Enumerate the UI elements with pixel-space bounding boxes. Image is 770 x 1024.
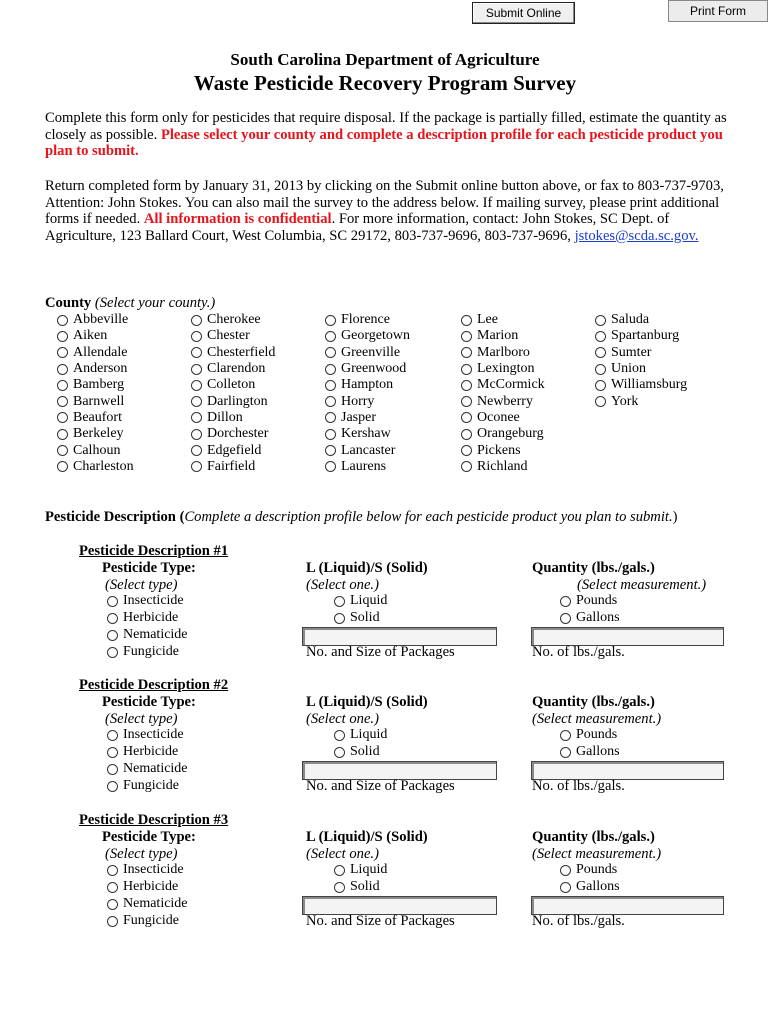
packages-label: No. and Size of Packages	[306, 644, 455, 660]
option-label: Liquid	[350, 862, 388, 878]
option-label: Nematicide	[123, 896, 188, 912]
option-label: Laurens	[341, 458, 387, 474]
radio-button-icon[interactable]	[325, 461, 336, 472]
measure-radio-pounds[interactable]	[560, 593, 620, 610]
radio-button-icon[interactable]	[191, 461, 202, 472]
option-label: Greenville	[341, 344, 401, 360]
option-label: Union	[611, 361, 646, 377]
county-radio-georgetown[interactable]	[325, 328, 410, 344]
pesticide-description-hint: Complete a description profile below for each pesticide product you plan to submit.	[184, 509, 673, 525]
option-label: Edgefield	[207, 442, 262, 458]
type-radio-fungicide[interactable]	[107, 778, 188, 795]
packages-label: No. and Size of Packages	[306, 913, 455, 929]
radio-button-icon[interactable]	[107, 647, 118, 658]
liquid-solid-hint: (Select one.)	[306, 846, 379, 862]
option-label: Spartanburg	[611, 328, 680, 344]
radio-button-icon[interactable]	[191, 364, 202, 375]
county-radio-mccormick[interactable]	[461, 377, 545, 393]
radio-button-icon[interactable]	[191, 315, 202, 326]
liquid-solid-label: L (Liquid)/S (Solid)	[306, 560, 428, 576]
pesticide-type-hint: (Select type)	[105, 711, 178, 727]
option-label: Gallons	[576, 879, 620, 895]
radio-button-icon[interactable]	[191, 396, 202, 407]
radio-button-icon[interactable]	[595, 380, 606, 391]
county-radio-florence[interactable]	[325, 312, 410, 328]
option-label: Solid	[350, 610, 380, 626]
county-radio-anderson[interactable]	[57, 361, 134, 377]
option-label: Herbicide	[123, 744, 179, 760]
measure-radio-gallons[interactable]	[560, 610, 620, 627]
radio-button-icon[interactable]	[57, 396, 68, 407]
measure-radio-pounds[interactable]	[560, 862, 620, 879]
radio-button-icon[interactable]	[107, 781, 118, 792]
type-radio-insecticide[interactable]	[107, 862, 188, 879]
radio-button-icon[interactable]	[325, 380, 336, 391]
pesticide-type-hint: (Select type)	[105, 846, 178, 862]
option-label: Liquid	[350, 727, 388, 743]
radio-button-icon[interactable]	[325, 364, 336, 375]
county-radio-barnwell[interactable]	[57, 393, 134, 409]
radio-button-icon[interactable]	[334, 747, 345, 758]
description-title: Pesticide Description #2	[79, 677, 229, 693]
county-radio-chesterfield[interactable]	[191, 345, 275, 361]
county-column	[325, 312, 410, 475]
radio-button-icon[interactable]	[461, 396, 472, 407]
submit-online-button[interactable]: Submit Online	[472, 2, 575, 24]
quantity-options	[560, 862, 620, 896]
radio-button-icon[interactable]	[191, 380, 202, 391]
county-radio-colleton[interactable]	[191, 377, 275, 393]
county-radio-abbeville[interactable]	[57, 312, 134, 328]
radio-button-icon[interactable]	[107, 899, 118, 910]
radio-button-icon[interactable]	[57, 315, 68, 326]
form-title: Waste Pesticide Recovery Program Survey	[193, 71, 577, 95]
option-label: Gallons	[576, 610, 620, 626]
option-label: Liquid	[350, 593, 388, 609]
type-radio-nematicide[interactable]	[107, 627, 188, 644]
option-label: Insecticide	[123, 727, 184, 743]
form-radio-liquid[interactable]	[334, 862, 387, 879]
radio-button-icon[interactable]	[461, 461, 472, 472]
radio-button-icon[interactable]	[325, 315, 336, 326]
option-label: Cherokee	[207, 312, 261, 328]
option-label: Saluda	[611, 312, 650, 328]
option-label: Florence	[341, 312, 390, 328]
type-radio-herbicide[interactable]	[107, 744, 188, 761]
option-label: Greenwood	[341, 361, 407, 377]
pesticide-description-label: Pesticide Description	[45, 509, 176, 525]
radio-button-icon[interactable]	[461, 331, 472, 342]
option-label: Newberry	[477, 393, 533, 409]
option-label: Fungicide	[123, 913, 179, 929]
radio-button-icon[interactable]	[107, 916, 118, 927]
county-radio-clarendon[interactable]	[191, 361, 275, 377]
option-label: Anderson	[73, 361, 128, 377]
liquid-solid-hint: (Select one.)	[306, 711, 379, 727]
quantity-label: Quantity (lbs./gals.)	[532, 829, 655, 845]
option-label: Pounds	[576, 593, 618, 609]
option-label: Berkeley	[73, 426, 124, 442]
intro-paragraph	[45, 110, 735, 160]
county-radio-chester[interactable]	[191, 328, 275, 344]
county-radio-jasper[interactable]	[325, 410, 410, 426]
county-radio-berkeley[interactable]	[57, 426, 134, 442]
option-label: Pounds	[576, 862, 618, 878]
county-radio-sumter[interactable]	[595, 345, 687, 361]
radio-button-icon[interactable]	[334, 596, 345, 607]
type-radio-nematicide[interactable]	[107, 761, 188, 778]
radio-button-icon[interactable]	[461, 429, 472, 440]
form-radio-solid[interactable]	[334, 610, 387, 627]
county-radio-richland[interactable]	[461, 459, 545, 475]
option-label: Aiken	[73, 328, 108, 344]
option-label: Nematicide	[123, 627, 188, 643]
radio-button-icon[interactable]	[560, 613, 571, 624]
option-label: Calhoun	[73, 442, 121, 458]
county-radio-beaufort[interactable]	[57, 410, 134, 426]
contact-text: . For more information, contact: John Stokes, SC Dept. of Agriculture, 123 Ballard Court, West Columbia, SC 29172, 803-737-9696, 803-737-9696,	[45, 211, 670, 244]
liquid-solid-options	[334, 727, 387, 761]
radio-button-icon[interactable]	[107, 764, 118, 775]
county-radio-greenville[interactable]	[325, 345, 410, 361]
quantity-label: Quantity (lbs./gals.)	[532, 560, 655, 576]
county-radio-aiken[interactable]	[57, 328, 134, 344]
option-label: Herbicide	[123, 879, 179, 895]
option-label: Oconee	[477, 409, 520, 425]
radio-button-icon[interactable]	[57, 429, 68, 440]
radio-button-icon[interactable]	[191, 429, 202, 440]
radio-button-icon[interactable]	[560, 865, 571, 876]
liquid-solid-hint: (Select one.)	[306, 577, 379, 593]
option-label: Lee	[477, 312, 498, 328]
intro-text: Complete this form only for pesticides that require disposal. If the package is partially filled, estimate the quantity as closely as possible.	[45, 110, 727, 143]
option-label: Herbicide	[123, 610, 179, 626]
option-label: Orangeburg	[477, 426, 544, 442]
option-label: Dorchester	[207, 426, 269, 442]
option-label: Darlington	[207, 393, 268, 409]
pesticide-type-options	[107, 727, 188, 795]
county-radio-marion[interactable]	[461, 328, 545, 344]
county-radio-newberry[interactable]	[461, 393, 545, 409]
radio-button-icon[interactable]	[57, 331, 68, 342]
department-title: South Carolina Department of Agriculture	[230, 50, 540, 69]
option-label: Fungicide	[123, 778, 179, 794]
packages-label: No. and Size of Packages	[306, 778, 455, 794]
return-paragraph	[45, 178, 735, 244]
form-radio-liquid[interactable]	[334, 593, 387, 610]
liquid-solid-label: L (Liquid)/S (Solid)	[306, 829, 428, 845]
radio-button-icon[interactable]	[107, 730, 118, 741]
county-radio-laurens[interactable]	[325, 459, 410, 475]
form-radio-solid[interactable]	[334, 744, 387, 761]
radio-button-icon[interactable]	[461, 364, 472, 375]
radio-button-icon[interactable]	[107, 596, 118, 607]
email-link[interactable]: jstokes@scda.sc.gov.	[574, 227, 699, 244]
county-radio-dillon[interactable]	[191, 410, 275, 426]
option-label: McCormick	[477, 377, 545, 393]
option-label: Insecticide	[123, 862, 184, 878]
radio-button-icon[interactable]	[595, 347, 606, 358]
radio-button-icon[interactable]	[57, 347, 68, 358]
radio-button-icon[interactable]	[57, 412, 68, 423]
radio-button-icon[interactable]	[334, 730, 345, 741]
option-label: Chesterfield	[207, 344, 276, 360]
lbs-gals-label: No. of lbs./gals.	[532, 913, 625, 929]
county-radio-lexington[interactable]	[461, 361, 545, 377]
option-label: Solid	[350, 879, 380, 895]
county-radio-edgefield[interactable]	[191, 442, 275, 458]
county-radio-calhoun[interactable]	[57, 442, 134, 458]
option-label: Kershaw	[341, 426, 391, 442]
radio-button-icon[interactable]	[191, 412, 202, 423]
option-label: Fungicide	[123, 644, 179, 660]
option-label: Williamsburg	[611, 377, 688, 393]
radio-button-icon[interactable]	[560, 596, 571, 607]
radio-button-icon[interactable]	[334, 882, 345, 893]
form-radio-liquid[interactable]	[334, 727, 387, 744]
liquid-solid-options	[334, 862, 387, 896]
option-label: Allendale	[73, 344, 128, 360]
option-label: Solid	[350, 744, 380, 760]
option-label: Dillon	[207, 409, 243, 425]
option-label: Pounds	[576, 727, 618, 743]
option-label: Charleston	[73, 458, 134, 474]
measure-radio-gallons[interactable]	[560, 744, 620, 761]
radio-button-icon[interactable]	[461, 412, 472, 423]
county-radio-fairfield[interactable]	[191, 459, 275, 475]
radio-button-icon[interactable]	[595, 364, 606, 375]
option-label: Lancaster	[341, 442, 396, 458]
option-label: Abbeville	[73, 312, 129, 328]
pesticide-type-label: Pesticide Type:	[102, 829, 196, 845]
county-radio-lee[interactable]	[461, 312, 545, 328]
measure-radio-pounds[interactable]	[560, 727, 620, 744]
radio-button-icon[interactable]	[325, 396, 336, 407]
option-label: Horry	[341, 393, 375, 409]
option-label: Lexington	[477, 361, 535, 377]
county-radio-cherokee[interactable]	[191, 312, 275, 328]
pesticide-type-label: Pesticide Type:	[102, 560, 196, 576]
liquid-solid-options	[334, 593, 387, 627]
option-label: Richland	[477, 458, 528, 474]
option-label: Marion	[477, 328, 519, 344]
form-radio-solid[interactable]	[334, 879, 387, 896]
radio-button-icon[interactable]	[325, 445, 336, 456]
option-label: Barnwell	[73, 393, 125, 409]
lbs-gals-label: No. of lbs./gals.	[532, 644, 625, 660]
type-radio-nematicide[interactable]	[107, 896, 188, 913]
radio-button-icon[interactable]	[560, 747, 571, 758]
description-title: Pesticide Description #3	[79, 812, 229, 828]
county-radio-williamsburg[interactable]	[595, 377, 687, 393]
county-radio-allendale[interactable]	[57, 345, 134, 361]
county-column	[595, 312, 687, 410]
type-radio-insecticide[interactable]	[107, 593, 188, 610]
county-radio-spartanburg[interactable]	[595, 328, 687, 344]
county-radio-marlboro[interactable]	[461, 345, 545, 361]
pesticide-type-options	[107, 862, 188, 930]
radio-button-icon[interactable]	[461, 445, 472, 456]
option-label: Bamberg	[73, 377, 125, 393]
county-radio-dorchester[interactable]	[191, 426, 275, 442]
county-column	[57, 312, 134, 475]
county-radio-bamberg[interactable]	[57, 377, 134, 393]
type-radio-fungicide[interactable]	[107, 644, 188, 661]
county-radio-york[interactable]	[595, 393, 687, 409]
option-label: Chester	[207, 328, 250, 344]
radio-button-icon[interactable]	[334, 613, 345, 624]
radio-button-icon[interactable]	[191, 347, 202, 358]
county-radio-union[interactable]	[595, 361, 687, 377]
option-label: Gallons	[576, 744, 620, 760]
radio-button-icon[interactable]	[57, 380, 68, 391]
quantity-options	[560, 593, 620, 627]
radio-button-icon[interactable]	[57, 445, 68, 456]
county-radio-kershaw[interactable]	[325, 426, 410, 442]
radio-button-icon[interactable]	[461, 315, 472, 326]
pesticide-type-label: Pesticide Type:	[102, 694, 196, 710]
option-label: Marlboro	[477, 344, 530, 360]
pesticide-type-hint: (Select type)	[105, 577, 178, 593]
radio-button-icon[interactable]	[461, 380, 472, 391]
county-radio-hampton[interactable]	[325, 377, 410, 393]
quantity-hint: (Select measurement.)	[532, 711, 662, 727]
option-label: Insecticide	[123, 593, 184, 609]
option-label: York	[611, 393, 639, 409]
quantity-hint: (Select measurement.)	[577, 577, 707, 593]
option-label: Hampton	[341, 377, 394, 393]
print-form-button[interactable]: Print Form	[668, 0, 768, 22]
radio-button-icon[interactable]	[191, 331, 202, 342]
county-radio-darlington[interactable]	[191, 393, 275, 409]
radio-button-icon[interactable]	[107, 747, 118, 758]
county-column	[461, 312, 545, 475]
measure-radio-gallons[interactable]	[560, 879, 620, 896]
type-radio-herbicide[interactable]	[107, 610, 188, 627]
radio-button-icon[interactable]	[595, 315, 606, 326]
option-label: Jasper	[341, 409, 376, 425]
radio-button-icon[interactable]	[334, 865, 345, 876]
radio-button-icon[interactable]	[107, 865, 118, 876]
type-radio-insecticide[interactable]	[107, 727, 188, 744]
radio-button-icon[interactable]	[325, 347, 336, 358]
liquid-solid-label: L (Liquid)/S (Solid)	[306, 694, 428, 710]
confidential-notice: All information is confidential	[143, 211, 332, 228]
county-radio-greenwood[interactable]	[325, 361, 410, 377]
pesticide-description-heading: Pesticide Description (Complete a description profile below for each pesticide product you plan to submit.)	[45, 509, 678, 525]
county-radio-orangeburg[interactable]	[461, 426, 545, 442]
radio-button-icon[interactable]	[325, 412, 336, 423]
radio-button-icon[interactable]	[107, 630, 118, 641]
option-label: Georgetown	[341, 328, 410, 344]
quantity-label: Quantity (lbs./gals.)	[532, 694, 655, 710]
type-radio-fungicide[interactable]	[107, 913, 188, 930]
radio-button-icon[interactable]	[57, 461, 68, 472]
radio-button-icon[interactable]	[461, 347, 472, 358]
radio-button-icon[interactable]	[107, 613, 118, 624]
county-radio-oconee[interactable]	[461, 410, 545, 426]
county-radio-saluda[interactable]	[595, 312, 687, 328]
option-label: Clarendon	[207, 361, 266, 377]
radio-button-icon[interactable]	[560, 730, 571, 741]
radio-button-icon[interactable]	[57, 364, 68, 375]
option-label: Sumter	[611, 344, 652, 360]
radio-button-icon[interactable]	[325, 331, 336, 342]
option-label: Beaufort	[73, 409, 122, 425]
radio-button-icon[interactable]	[107, 882, 118, 893]
option-label: Fairfield	[207, 458, 256, 474]
lbs-gals-label: No. of lbs./gals.	[532, 778, 625, 794]
county-heading	[45, 295, 215, 312]
county-label: County	[45, 295, 92, 311]
return-text: Return completed form by January 31, 2013 by clicking on the Submit online button above, or fax to 803-737-9703, Attention: John Stokes. You can also mail the survey to the address below. If mailing survey, please print additional forms if needed.	[45, 178, 724, 228]
county-radio-lancaster[interactable]	[325, 442, 410, 458]
quantity-options	[560, 727, 620, 761]
description-title: Pesticide Description #1	[79, 543, 229, 559]
type-radio-herbicide[interactable]	[107, 879, 188, 896]
radio-button-icon[interactable]	[595, 396, 606, 407]
radio-button-icon[interactable]	[560, 882, 571, 893]
pesticide-type-options	[107, 593, 188, 661]
county-column	[191, 312, 275, 475]
quantity-hint: (Select measurement.)	[532, 846, 662, 862]
radio-button-icon[interactable]	[325, 429, 336, 440]
option-label: Colleton	[207, 377, 256, 393]
radio-button-icon[interactable]	[191, 445, 202, 456]
option-label: Pickens	[477, 442, 521, 458]
county-radio-charleston[interactable]	[57, 459, 134, 475]
option-label: Nematicide	[123, 761, 188, 777]
radio-button-icon[interactable]	[595, 331, 606, 342]
county-radio-pickens[interactable]	[461, 442, 545, 458]
county-radio-horry[interactable]	[325, 393, 410, 409]
intro-instruction: Please select your county and complete a description profile for each pesticide product you plan to submit.	[45, 126, 723, 160]
county-hint: (Select your county.)	[94, 295, 216, 311]
